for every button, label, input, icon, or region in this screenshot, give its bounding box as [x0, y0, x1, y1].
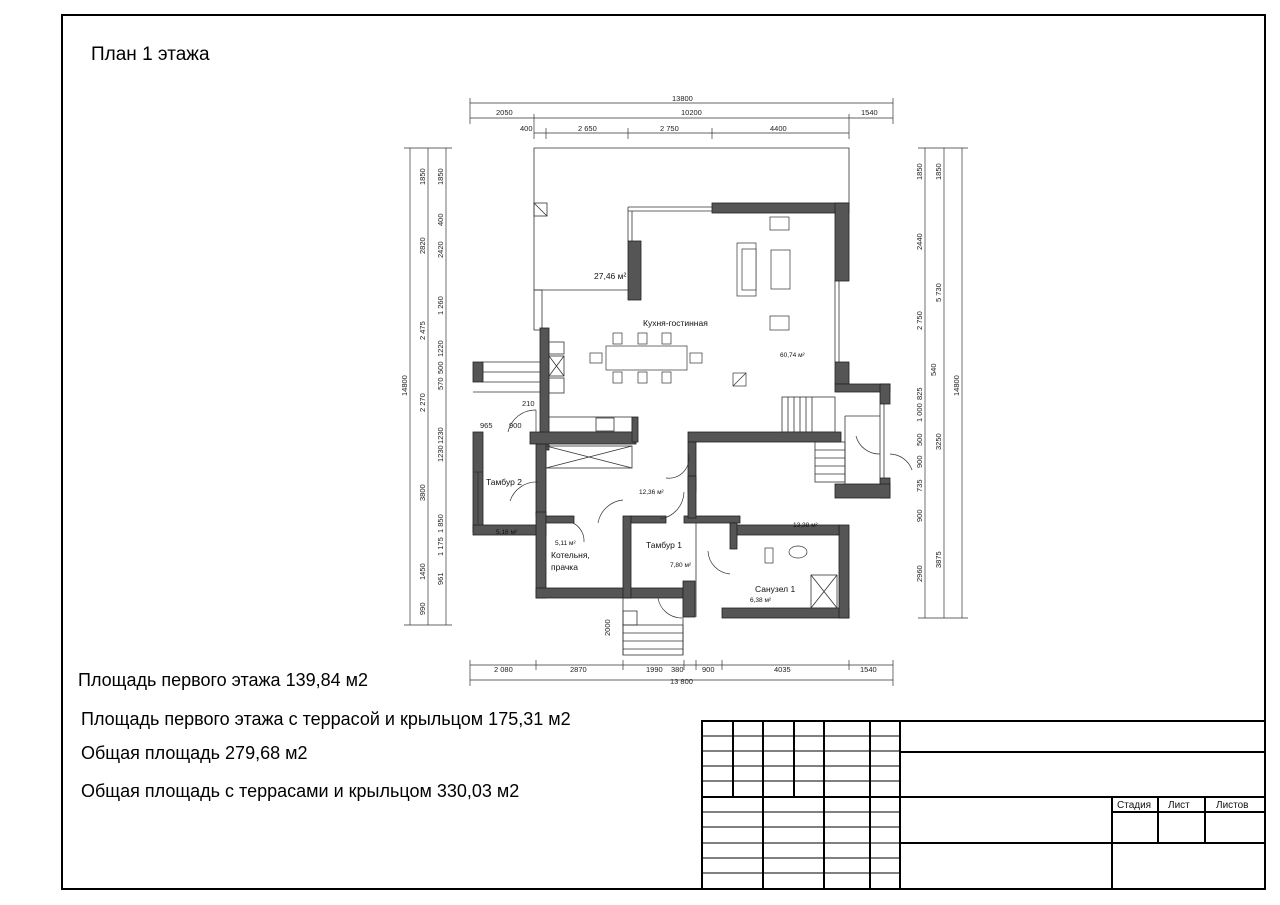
dim-top-mid: 10200 — [681, 108, 702, 117]
info-line-3: Общая площадь 279,68 м2 — [81, 743, 308, 763]
dim-bot-d: 380 — [671, 665, 684, 674]
dim-bot-b: 2870 — [570, 665, 587, 674]
page-title: План 1 этажа — [91, 44, 210, 65]
info-line-1: Площадь первого этажа 139,84 м2 — [78, 670, 369, 690]
dim-right-b1: 1850 — [915, 163, 924, 180]
dim-left-b9: 1230 — [436, 445, 445, 462]
dim-left-b2: 400 — [436, 213, 445, 226]
stamp-sheet: Лист — [1168, 800, 1190, 811]
dim-left-total: 14800 — [400, 375, 409, 396]
dim-top-right: 1540 — [861, 108, 878, 117]
dim-left-a7: 990 — [418, 602, 427, 615]
dim-bot-total: 13 800 — [670, 677, 693, 686]
dim-right-b3: 2 750 — [915, 311, 924, 330]
dim-left-a3: 2 475 — [418, 321, 427, 340]
walls — [473, 203, 890, 618]
dim-left-b7: 500 — [436, 361, 445, 374]
dim-right-b5: 540 — [929, 363, 938, 376]
dim-left-a5: 3800 — [418, 484, 427, 501]
dim-left-a4: 2 270 — [418, 393, 427, 412]
dim-top-r3-b: 2 650 — [578, 124, 597, 133]
inner-lines — [473, 342, 884, 655]
top-dimensions — [470, 98, 893, 139]
dim-left-a1: 1850 — [418, 168, 427, 185]
dim-right-a3: 3250 — [934, 433, 943, 450]
label-hall-area: 12,36 м² — [639, 489, 664, 496]
dim-right-b10: 900 — [915, 509, 924, 522]
info-line-4: Общая площадь с террасами и крыльцом 330,03 м2 — [81, 781, 520, 801]
dim-bot-g: 1540 — [860, 665, 877, 674]
label-boiler-1: Котельня, — [551, 550, 590, 560]
dim-left-b10: 1 850 — [436, 514, 445, 533]
label-bath: Санузел 1 — [755, 584, 796, 594]
dim-top-r3-d: 4400 — [770, 124, 787, 133]
label-kitchen: Кухня-гостинная — [643, 318, 708, 328]
dim-top-r3-a: 400 — [520, 124, 533, 133]
label-terrace-area: 27,46 м² — [594, 271, 627, 281]
dim-bot-e: 900 — [702, 665, 715, 674]
dim-right-b11: 2960 — [915, 565, 924, 582]
label-tambur1-area: 7,80 м² — [670, 562, 692, 569]
label-tambur2: Тамбур 2 — [486, 477, 522, 487]
dim-right-total: 14800 — [952, 375, 961, 396]
dim-bot-f: 4035 — [774, 665, 791, 674]
dim-left-b6: 570 — [436, 377, 445, 390]
dim-bot-c: 1990 — [646, 665, 663, 674]
dim-left-b5: 1220 — [436, 340, 445, 357]
dim-right-a1: 1850 — [934, 163, 943, 180]
dim-top-total: 13800 — [672, 94, 693, 103]
dim-right-a2: 5 730 — [934, 283, 943, 302]
left-dim-labels — [400, 168, 445, 615]
terrace-outline — [534, 148, 849, 362]
dim-door-a: 965 — [480, 421, 493, 430]
dim-left-b1: 1850 — [436, 168, 445, 185]
dim-top-left: 2050 — [496, 108, 513, 117]
dim-left-b3: 2420 — [436, 241, 445, 258]
dim-bot-a: 2 080 — [494, 665, 513, 674]
label-tambur2-area: 5,16 м² — [496, 529, 518, 536]
dim-door-c: 210 — [522, 399, 535, 408]
dim-right-b6: 1 000 — [915, 403, 924, 422]
dim-right-a4: 3875 — [934, 551, 943, 568]
dim-left-b11: 1 175 — [436, 537, 445, 556]
dim-right-b4: 825 — [915, 387, 924, 400]
right-dim-labels — [915, 163, 961, 582]
dim-top-r3-c: 2 750 — [660, 124, 679, 133]
furniture — [590, 217, 807, 563]
label-bath-area: 6,38 м² — [750, 597, 772, 604]
label-tambur1: Тамбур 1 — [646, 540, 682, 550]
stamp-stage: Стадия — [1117, 800, 1152, 811]
dim-left-b12: 961 — [436, 572, 445, 585]
dim-left-a6: 1450 — [418, 563, 427, 580]
dim-right-b9: 735 — [915, 479, 924, 492]
dim-right-b7: 500 — [915, 433, 924, 446]
dim-left-b4: 1 260 — [436, 296, 445, 315]
label-boiler-2: прачка — [551, 562, 578, 572]
dim-left-a2: 2820 — [418, 237, 427, 254]
label-boiler-area: 5,11 м² — [555, 540, 576, 547]
dim-door-b: 900 — [509, 421, 522, 430]
dim-right-b2: 2440 — [915, 233, 924, 250]
dim-porch: 2000 — [603, 619, 612, 636]
info-line-2: Площадь первого этажа с террасой и крыльцом 175,31 м2 — [81, 709, 571, 729]
label-stair-area: 13,38 м² — [793, 522, 818, 529]
dim-right-b8: 900 — [915, 455, 924, 468]
stamp-sheets: Листов — [1216, 800, 1249, 811]
dim-left-b8: 1230 — [436, 427, 445, 444]
label-kitchen-area: 60,74 м² — [780, 352, 805, 359]
